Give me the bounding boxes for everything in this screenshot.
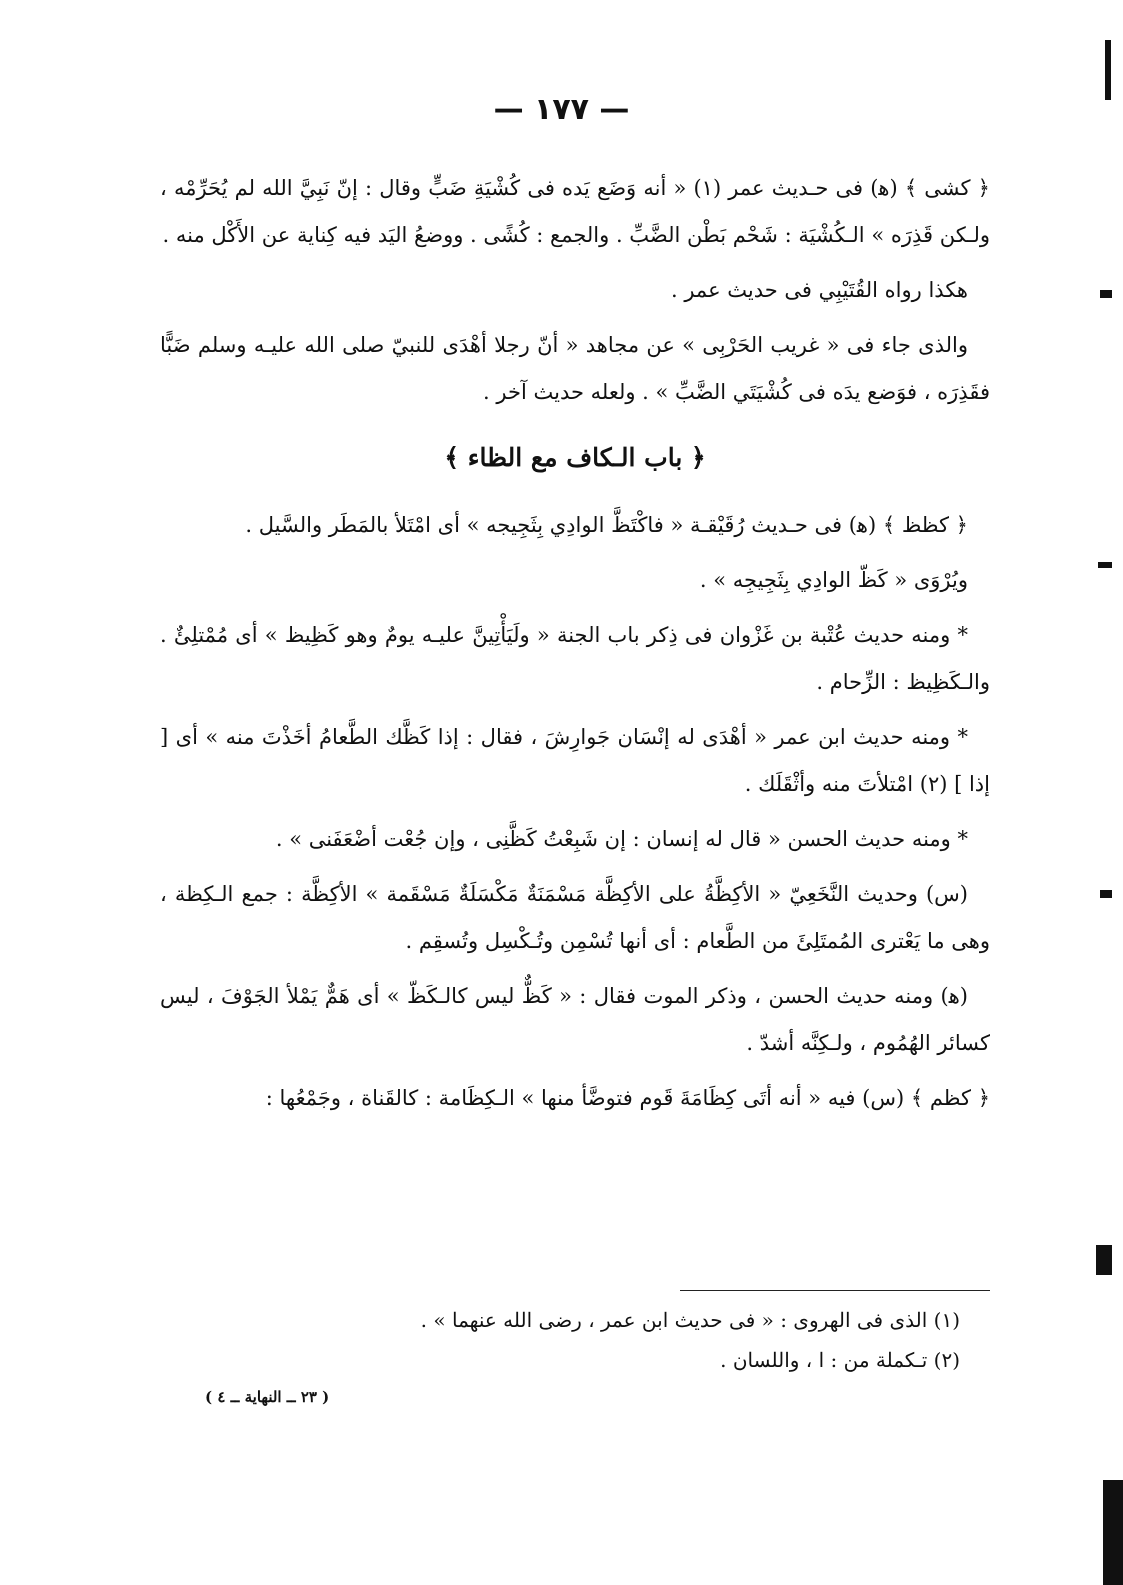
main-text [160,165,990,1130]
entry-kazaz: ﴿ كظظ ﴾ (ﻫ) فى حـديث رُقَيْقـة « فاكْتَظَّ الوادِي بِثَجِيجه » أى امْتَلأ بالمَطَر والسَّيل . [245,513,968,537]
footnote-divider [680,1290,990,1291]
paragraph: (س) وحديث النَّخَعِيّ « الأكِظَّةُ على الأكِظَّة مَسْمَنَةٌ مَكْسَلَةٌ مَسْقَمة » الأكِظَّة : جمع الـكِظة ، وهى ما يَعْترى المُمتَلِئَ من الطَّعام : أى أنها تُسْمِن وتُـكْسِل وتُسقِم . [160,882,990,953]
scan-mark [1100,290,1112,298]
footnotes [160,1300,960,1380]
paragraph: هكذا رواه القُتَيْبِي فى حديث عمر . [670,278,968,302]
paragraph: ويُرْوَى « كَظّ الوادِي بِثَجِيجِه » . [699,568,968,592]
paragraph: * ومنه حديث الحسن « قال له إنسان : إن شَبِعْتُ كَظَّنِى ، وإن جُعْت أضْعَفَنى » . [275,827,968,851]
footnote: (٢) تـكملة من : ا ، واللسان . [720,1348,960,1372]
chapter-heading: ﴿ باب الـكاف مع الظاء ﴾ [444,443,706,472]
scan-mark [1096,1245,1112,1275]
scan-mark [1098,562,1112,568]
scan-mark [1100,890,1112,898]
scan-mark [1103,1480,1123,1585]
paragraph: * ومنه حديث عُتْبة بن غَزْوان فى ذِكر باب الجنة « ولَيَأْتِينَّ عليـه يومٌ وهو كَظِيظ » أى مُمْتلِئٌ . والـكَظِيظ : الزِّحام . [160,623,990,694]
entry-kazam: ﴿ كظم ﴾ (س) فيه « أنه أتَى كِظَامَةَ قَوم فتوضَّأ منها » الـكِظَامة : كالقَناة ، وجَمْعُها : [265,1086,990,1110]
paragraph: * ومنه حديث ابن عمر « أهْدَى له إنْسَان جَوارِشَ ، فقال : إذا كَظَّك الطَّعامُ أخَذْتَ منه » أى [ إذا ] (٢) امْتلأتَ منه وأثْقَلَك . [160,725,990,796]
footnote: (١) الذى فى الهروى : « فى حديث ابن عمر ، رضى الله عنهما » . [420,1308,960,1332]
paragraph: والذى جاء فى « غريب الحَرْبِى » عن مجاهد « أنّ رجلا أهْدَى للنبيّ صلى الله عليـه وسلم ضَبًّا فقَذِرَه ، فوَضع يدَه فى كُشْيَتَي الضَّبِّ » . ولعله حديث آخر . [160,333,990,404]
paragraph: (ﻫ) ومنه حديث الحسن ، وذكر الموت فقال : « كَظٌّ ليس كالـكَظّ » أى هَمٌّ يَمْلأ الجَوْفَ ، ليس كسائر الهُمُوم ، ولـكِنَّه أشدّ . [160,984,990,1055]
scan-mark [1105,40,1111,100]
page-number: — ١٧٧ — [493,92,630,127]
signature-footer: ( ٢٣ ــ النهاية ــ ٤ ) [205,1388,330,1406]
entry-kashy: ﴿ كشى ﴾ (ﻫ) فى حـديث عمر (١) « أنه وَضَع يَده فى كُشْيَةِ ضَبٍّ وقال : إنّ نَبِيَّ الله لم يُحَرِّمْه ، ولـكن قَذِرَه » الـكُشْيَة : شَحْم بَطْن الضَّبِّ . والجمع : كُشًى . ووضعُ اليَد فيه كِناية عن الأَكْل منه . [160,176,990,247]
